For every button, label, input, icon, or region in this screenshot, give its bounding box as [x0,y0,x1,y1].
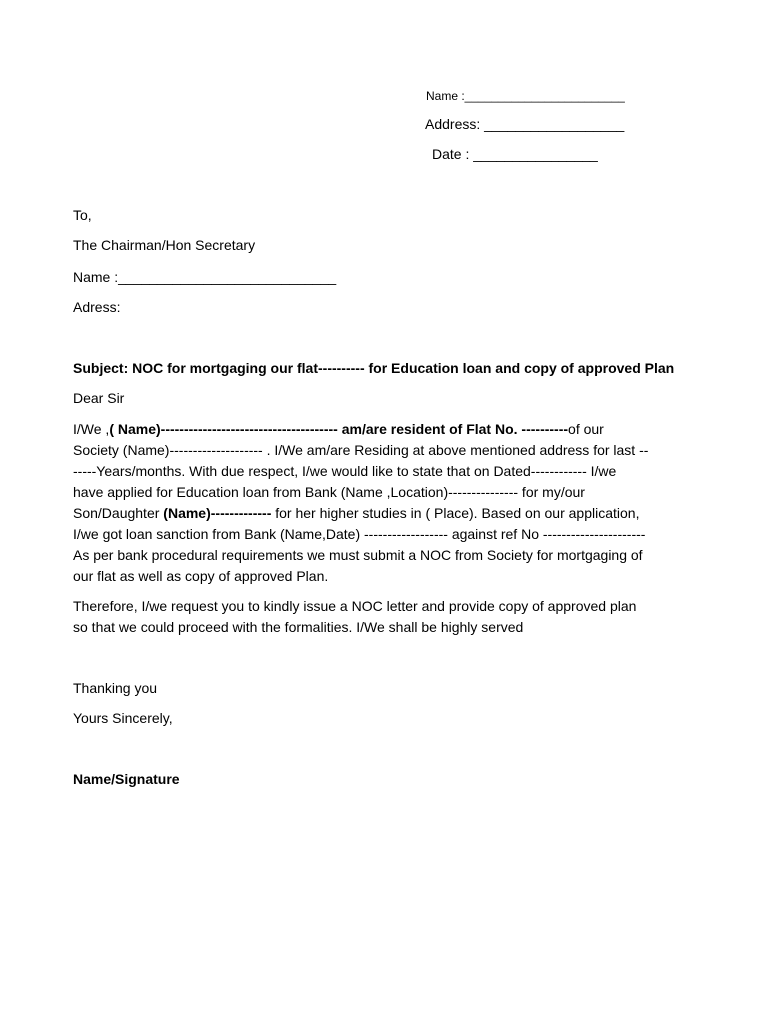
recipient-name: Name :____________________________ [73,269,337,285]
body1-name-field: ( Name)-------------------------------------- am/are resident of Flat No. ---------- [109,421,569,437]
body1-line-1-end: of our [568,421,604,437]
sender-name: Name :________________________ [426,89,625,103]
body2-line-2: so that we could proceed with the formalities. I/We shall be highly served [73,619,524,635]
body1-line-5-start: Son/Daughter [73,505,164,521]
body2-line-1: Therefore, I/we request you to kindly issue a NOC letter and provide copy of approved plan [73,598,637,614]
closing-yours: Yours Sincerely, [73,710,173,726]
body1-line-3: -----Years/months. With due respect, I/we would like to state that on Dated------------ I/we [73,463,617,479]
body1-line-2: Society (Name)-------------------- . I/We am/are Residing at above mentioned address for last -- [73,442,649,458]
sender-date: Date : ________________ [432,146,598,162]
letter-subject: Subject: NOC for mortgaging our flat---------- for Education loan and copy of approved Plan [73,360,675,376]
body1-child-name-field: (Name)------------- [163,505,272,521]
recipient-title: The Chairman/Hon Secretary [73,237,256,253]
body-paragraph-1 [73,419,713,587]
sender-address: Address: __________________ [425,116,625,132]
salutation: Dear Sir [73,390,125,406]
body1-line-5 [73,503,713,524]
body-paragraph-2 [73,596,713,638]
recipient-to: To, [73,207,92,223]
body1-line-6: I/we got loan sanction from Bank (Name,Date) ------------------ against ref No ---------------------- [73,526,646,542]
body1-line-8: our flat as well as copy of approved Plan. [73,568,329,584]
recipient-address: Adress: [73,299,121,315]
closing-thanks: Thanking you [73,680,158,696]
body1-line-7: As per bank procedural requirements we must submit a NOC from Society for mortgaging of [73,547,643,563]
body1-line-1-start: I/We , [73,421,110,437]
body1-line-4: have applied for Education loan from Bank (Name ,Location)--------------- for my/our [73,484,585,500]
body1-line-5-end: for her higher studies in ( Place). Based on our application, [271,505,640,521]
body1-line-1 [73,419,713,440]
signature-label: Name/Signature [73,771,180,787]
